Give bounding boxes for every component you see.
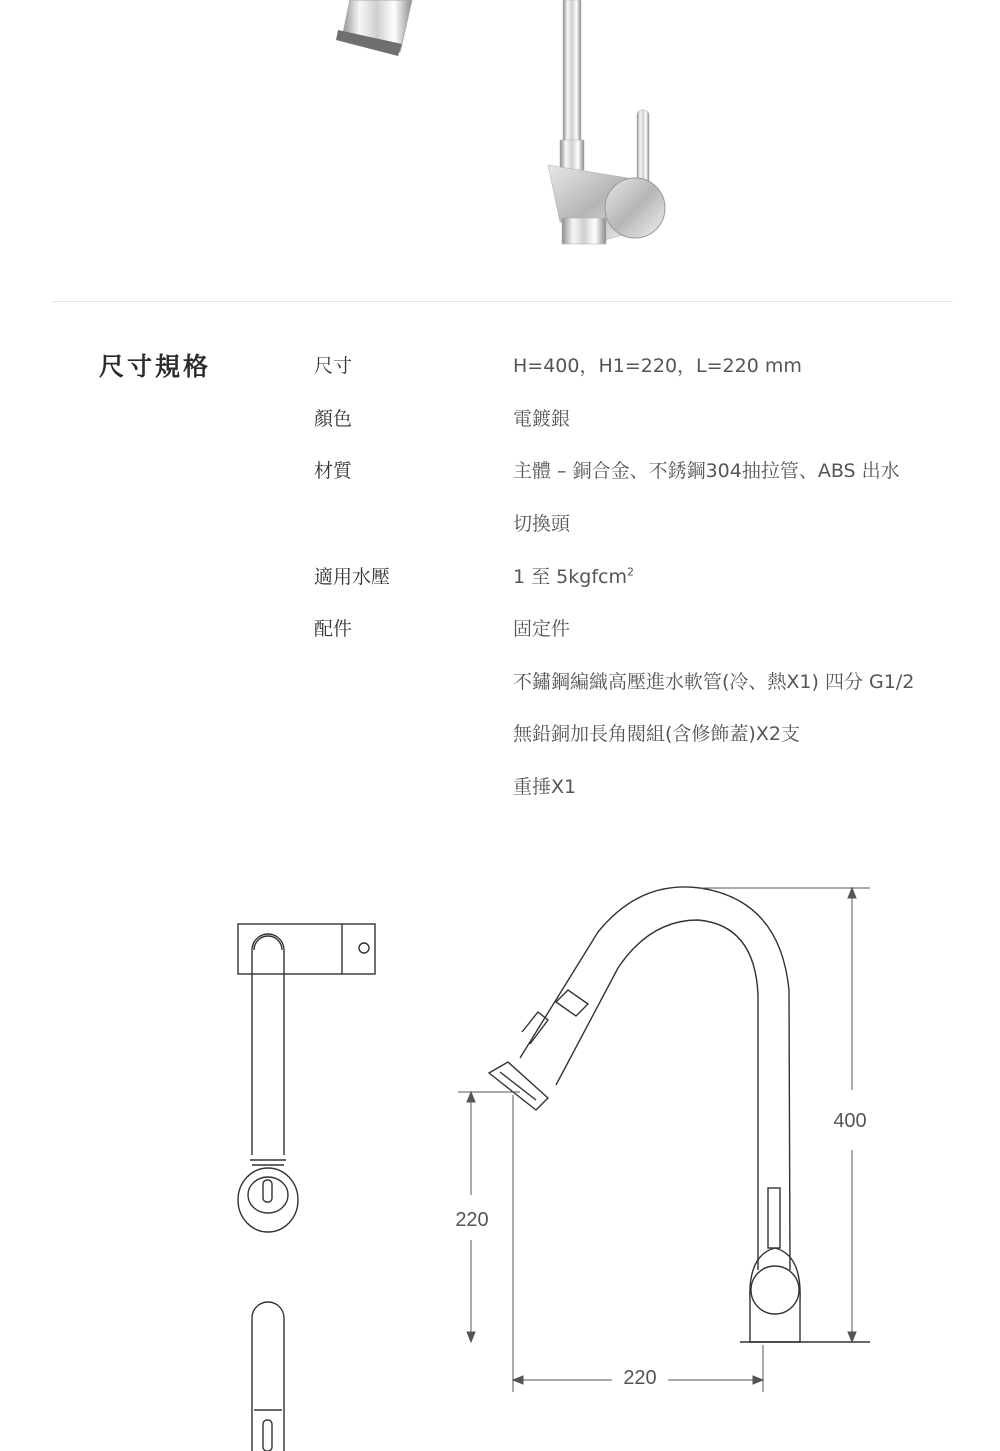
side-view-drawing [489,887,870,1342]
product-photo [0,0,1000,270]
bottom-view-drawing [252,1302,284,1451]
spec-value-accessory-item: 重捶X1 [513,776,577,798]
dimension-label-height: 400 [833,1110,867,1132]
spec-label-material: 材質 [314,460,353,482]
spec-value-material-line2: 切換頭 [513,513,571,535]
spec-label-size: 尺寸 [314,355,353,377]
spec-heading: 尺寸規格 [99,352,212,381]
spec-label-pressure: 適用水壓 [314,566,391,588]
spec-value-accessory-item: 不鏽鋼編織高壓進水軟管(冷、熱X1) 四分 G1/2 [513,671,915,693]
spec-value-size: H=400，H1=220，L=220 mm [513,355,802,377]
spec-value-color: 電鍍銀 [513,408,571,430]
pressure-superscript: 2 [626,565,634,579]
spray-head-photo [336,0,412,56]
spec-value-accessory-item: 固定件 [513,618,571,640]
dimension-lines [458,888,870,1392]
spec-value-pressure [513,562,634,589]
spec-label-accessories: 配件 [314,618,353,640]
dimension-label-length: 220 [623,1367,657,1389]
faucet-body-photo [548,0,665,244]
dimension-label-h1: 220 [455,1209,489,1231]
technical-drawing [0,860,1000,1451]
spec-value-material-line1: 主體 – 銅合金、不銹鋼304抽拉管、ABS 出水 [513,460,900,482]
spec-value-accessory-item: 無鉛銅加長角閥組(含修飾蓋)X2支 [513,723,800,745]
top-view-drawing [238,924,375,1232]
section-divider [52,301,953,302]
pressure-text: 1 至 5kgfcm [513,566,627,588]
spec-label-color: 顏色 [314,408,353,430]
